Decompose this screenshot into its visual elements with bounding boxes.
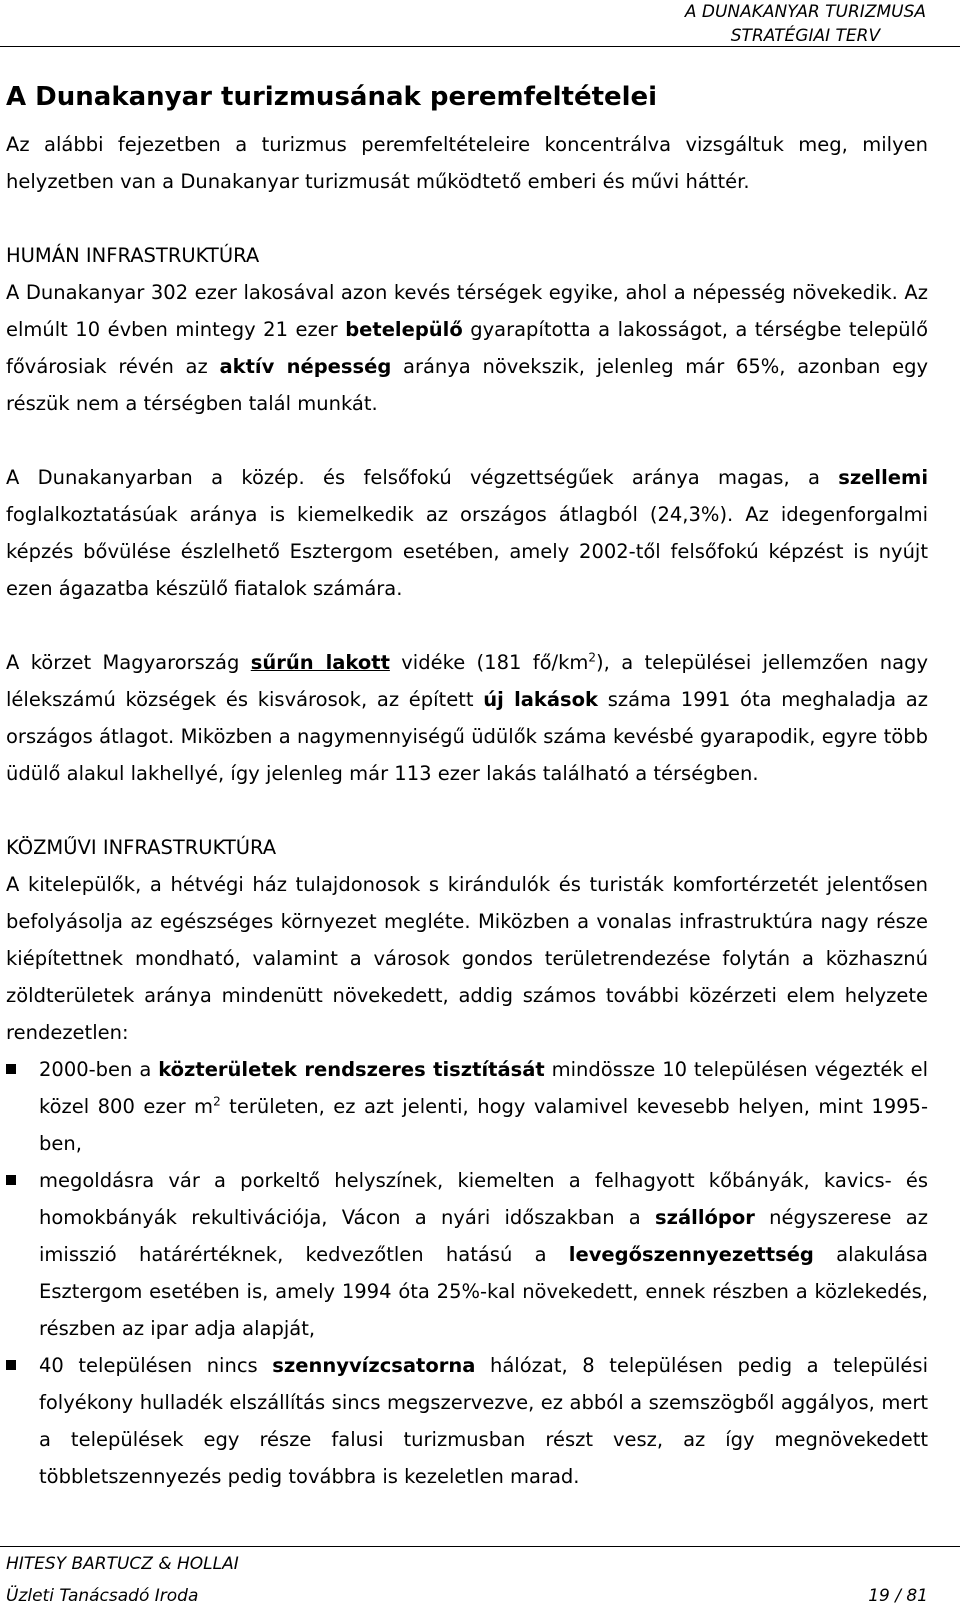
footer-office: Üzleti Tanácsadó Iroda (6, 1586, 199, 1606)
footer-divider (0, 1546, 960, 1547)
human-paragraph-3 (6, 644, 928, 792)
section-heading-utility: KÖZMŰVI INFRASTRUKTÚRA (6, 836, 277, 859)
page-number: 19 / 81 (868, 1586, 928, 1606)
text-run: 40 településen nincs (39, 1354, 273, 1377)
list-item (6, 1347, 928, 1495)
emphasis-levegoszennyezettseg: levegőszennyezettség (568, 1243, 814, 1266)
text-run: négyszerese az imisszió határértéknek, kedvezőtlen hatású a (39, 1206, 928, 1266)
emphasis-szallopor: szállópor (655, 1206, 755, 1229)
document-body (6, 72, 928, 1495)
list-item (6, 1162, 928, 1347)
header-title: A DUNAKANYAR TURIZMUSA (684, 2, 926, 22)
emphasis-szellemi: szellemi (838, 466, 928, 489)
superscript: 2 (588, 650, 597, 665)
intro-paragraph: Az alábbi fejezetben a turizmus peremfeltételeire koncentrálva vizsgáltuk meg, milyen helyzetben van a Dunakanyar turizmusát működtető emberi és művi háttér. (6, 133, 928, 193)
text-run: vidéke (181 fő/km (389, 651, 589, 674)
text-run: alakulása Esztergom esetében is, amely 1994 óta 25%-kal növekedett, ennek részben a közlekedés, részben az ipar adja alapját, (39, 1243, 928, 1340)
text-run: területen, ez azt jelenti, hogy valamivel kevesebb helyen, mint 1995-ben, (39, 1095, 928, 1155)
text-run: foglalkoztatásúak aránya is kiemelkedik az országos átlagból (24,3%). Az idegenforgalmi képzés bővülése észlelhető Esztergom esetében, amely 2002-től felsőfokú képzést is nyújt ezen ágazatba készülő fiatalok számára. (6, 503, 928, 600)
page-footer (6, 1548, 928, 1612)
text-run: A Dunakanyar 302 ezer lakosával azon kevés térségek egyike, ahol a népesség növekedik. Az elmúlt 10 évben mintegy 21 ezer (6, 281, 928, 341)
text-run: gyarapította a lakosságot, a térségbe települő fővárosiak révén az (6, 318, 928, 378)
text-run: hálózat, 8 településen pedig a települési folyékony hulladék elszállítás sincs megszervezve, ez abból a szemszögből aggályos, mert a települések egy része falusi turizmusban részt vesz, az így megnövekedett többletszennyezés pedig továbbra is kezeletlen marad. (39, 1354, 928, 1488)
emphasis-betelepulo: betelepülő (345, 318, 463, 341)
list-item (6, 1051, 928, 1162)
footer-company: HITESY BARTUCZ & HOLLAI (6, 1554, 239, 1574)
text-run: mindössze 10 településen végezték el közel 800 ezer m (39, 1058, 928, 1118)
page-title: A Dunakanyar turizmusának peremfeltételei (6, 82, 658, 112)
text-run: A Dunakanyarban a közép. és felsőfokú végzettségűek aránya magas, a (6, 466, 839, 489)
human-paragraph-2 (6, 459, 928, 607)
text-run: 2000-ben a (39, 1058, 159, 1081)
text-run: ), a települései jellemzően nagy lélekszámú községek és kisvárosok, az épített (6, 651, 928, 711)
emphasis-uj-lakasok: új lakások (483, 688, 599, 711)
text-run: A körzet Magyarország (6, 651, 251, 674)
header-divider (0, 46, 960, 47)
emphasis-kozteruletek: közterületek rendszeres tisztítását (158, 1058, 545, 1081)
emphasis-suruen-lakott: sűrűn lakott (250, 651, 390, 674)
human-paragraph-1 (6, 274, 928, 422)
text-run: aránya növekszik, jelenleg már 65%, azonban egy részük nem a térségben talál munkát. (6, 355, 929, 415)
section-heading-human: HUMÁN INFRASTRUKTÚRA (6, 244, 260, 267)
utility-bullet-list (6, 1051, 928, 1495)
superscript: 2 (213, 1094, 221, 1109)
header-subtitle: STRATÉGIAI TERV (730, 26, 881, 46)
emphasis-aktiv-nepesseg: aktív népesség (219, 355, 392, 378)
square-bullet-icon (6, 1175, 16, 1185)
square-bullet-icon (6, 1360, 16, 1370)
page-header (685, 0, 926, 48)
text-run: megoldásra vár a porkeltő helyszínek, kiemelten a felhagyott kőbányák, kavics- és homokbányák rekultivációja, Vácon a nyári időszakban a (39, 1169, 928, 1229)
square-bullet-icon (6, 1064, 16, 1074)
text-run: száma 1991 óta meghaladja az országos átlagot. Miközben a nagymennyiségű üdülők száma kevésbé gyarapodik, egyre több üdülő alakul lakhellyé, így jelenleg már 113 ezer lakás található a térségben. (6, 688, 928, 785)
emphasis-szennyvizcsatorna: szennyvízcsatorna (272, 1354, 476, 1377)
utility-paragraph-1: A kitelepülők, a hétvégi ház tulajdonosok s kirándulók és turisták komfortérzetét jelentősen befolyásolja az egészséges környezet megléte. Miközben a vonalas infrastruktúra nagy része kiépítettnek mondható, valamint a városok gondos területrendezése folytán a közhasznú zöldterületek aránya mindenütt növekedett, addig számos további közérzeti elem helyzete rendezetlen: (6, 873, 928, 1044)
